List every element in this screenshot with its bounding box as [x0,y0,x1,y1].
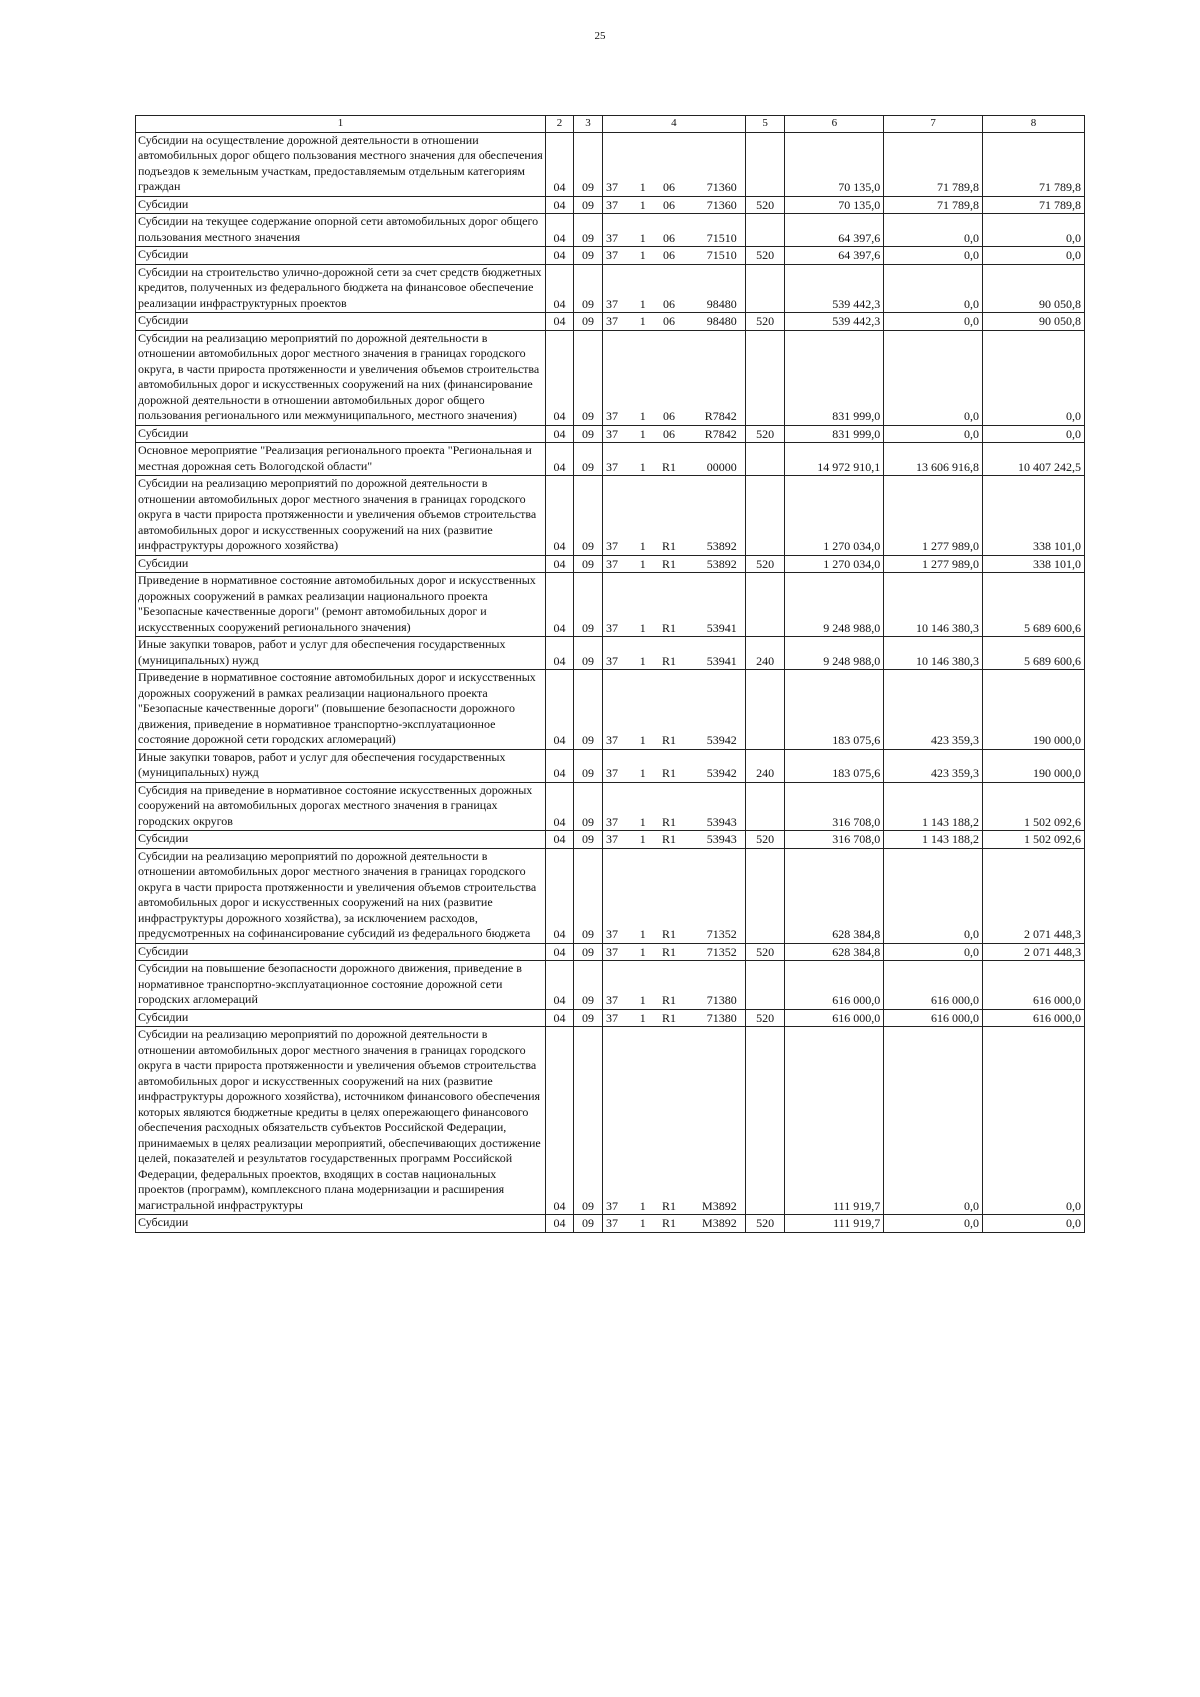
amount-col8: 2 071 448,3 [982,848,1084,943]
expense-type-code [745,330,785,425]
amount-col6: 111 919,7 [785,1027,884,1215]
program-code: 37 [602,132,633,196]
row-name: Субсидии на реализацию мероприятий по дорожной деятельности в отношении автомобильных дорог местного значения в границах городского округа в части прироста протяженности и увеличения объемов строительства автомобильных дорог и искусственных сооружений на них (развитие инфраструктуры дорожного хозяйства), источником финансового обеспечения которых являются бюджетные кредиты в целях опережающего финансового обеспечения расходных обязательств субъектов Российской Федерации, принимаемых в целях реализации мероприятий, обеспечивающих достижение целей, показателей и результатов государственных программ Российской Федерации, федеральных проектов, входящих в состав национальных проектов (программ), комплексного плана модернизации и расширения магистральной инфраструктуры [136,1027,546,1215]
row-name: Основное мероприятие "Реализация регионального проекта "Региональная и местная дорожная сеть Вологодской области" [136,443,546,476]
row-name: Приведение в нормативное состояние автомобильных дорог и искусственных дорожных сооружений в рамках реализации национального проекта "Безопасные качественные дороги" (ремонт автомобильных дорог и искусственных сооружений регионального значения) [136,573,546,637]
row-name: Субсидии на реализацию мероприятий по дорожной деятельности в отношении автомобильных дорог местного значения в границах городского округа в части прироста протяженности и увеличения объемов строительства автомобильных дорог и искусственных сооружений на них (развитие инфраструктуры дорожного хозяйства), за исключением расходов, предусмотренных на софинансирование субсидий из федерального бюджета [136,848,546,943]
direction-code: M3892 [686,1027,745,1215]
amount-col7: 423 359,3 [884,749,983,782]
table-row [136,1009,1085,1027]
table-row [136,1215,1085,1233]
subprogram-code: 1 [634,573,652,637]
amount-col7: 10 146 380,3 [884,637,983,670]
table-row [136,943,1085,961]
subsection-code: 09 [573,196,602,214]
amount-col8: 0,0 [982,1027,1084,1215]
subprogram-code: 1 [634,247,652,265]
subprogram-code: 1 [634,749,652,782]
table-row [136,1027,1085,1215]
section-code: 04 [546,1215,574,1233]
amount-col8: 0,0 [982,214,1084,247]
subsection-code: 09 [573,637,602,670]
event-code: 06 [652,196,686,214]
program-code: 37 [602,425,633,443]
event-code: 06 [652,425,686,443]
amount-col8: 1 502 092,6 [982,831,1084,849]
expense-type-code: 520 [745,555,785,573]
event-code: 06 [652,330,686,425]
header-cell-1: 1 [136,116,546,133]
subprogram-code: 1 [634,330,652,425]
amount-col8: 0,0 [982,247,1084,265]
subsection-code: 09 [573,943,602,961]
direction-code: 53941 [686,637,745,670]
row-name: Субсидии [136,425,546,443]
table-row [136,196,1085,214]
program-code: 37 [602,1027,633,1215]
row-name: Субсидии [136,943,546,961]
section-code: 04 [546,637,574,670]
header-cell-8: 8 [982,116,1084,133]
header-cell-3: 3 [573,116,602,133]
expense-type-code [745,132,785,196]
event-code: R1 [652,670,686,750]
expense-type-code [745,782,785,831]
table-row [136,670,1085,750]
table-row [136,573,1085,637]
table-row [136,848,1085,943]
row-name: Иные закупки товаров, работ и услуг для обеспечения государственных (муниципальных) нужд [136,749,546,782]
row-name: Субсидии на строительство улично-дорожной сети за счет средств бюджетных кредитов, полученных из федерального бюджета на финансовое обеспечение реализации инфраструктурных проектов [136,264,546,313]
expense-type-code: 240 [745,637,785,670]
subsection-code: 09 [573,1027,602,1215]
subsection-code: 09 [573,749,602,782]
row-name: Иные закупки товаров, работ и услуг для обеспечения государственных (муниципальных) нужд [136,637,546,670]
section-code: 04 [546,782,574,831]
direction-code: 53892 [686,555,745,573]
section-code: 04 [546,749,574,782]
program-code: 37 [602,264,633,313]
event-code: 06 [652,313,686,331]
expense-type-code: 520 [745,943,785,961]
amount-col8: 10 407 242,5 [982,443,1084,476]
expense-type-code: 520 [745,196,785,214]
amount-col6: 111 919,7 [785,1215,884,1233]
amount-col8: 1 502 092,6 [982,782,1084,831]
direction-code: 71380 [686,1009,745,1027]
event-code: 06 [652,247,686,265]
section-code: 04 [546,943,574,961]
program-code: 37 [602,848,633,943]
expense-type-code [745,264,785,313]
program-code: 37 [602,961,633,1010]
subprogram-code: 1 [634,196,652,214]
section-code: 04 [546,848,574,943]
row-name: Субсидии на осуществление дорожной деятельности в отношении автомобильных дорог общего пользования местного значения для обеспечения подъездов к земельным участкам, предоставляемым отдельным категориям граждан [136,132,546,196]
amount-col7: 616 000,0 [884,961,983,1010]
row-name: Субсидии [136,1009,546,1027]
direction-code: 98480 [686,313,745,331]
amount-col7: 0,0 [884,264,983,313]
expense-type-code [745,961,785,1010]
program-code: 37 [602,555,633,573]
section-code: 04 [546,214,574,247]
subprogram-code: 1 [634,425,652,443]
amount-col8: 71 789,8 [982,196,1084,214]
amount-col6: 64 397,6 [785,214,884,247]
amount-col6: 316 708,0 [785,831,884,849]
subsection-code: 09 [573,1215,602,1233]
subsection-code: 09 [573,214,602,247]
amount-col6: 316 708,0 [785,782,884,831]
table-row [136,313,1085,331]
event-code: R1 [652,443,686,476]
subsection-code: 09 [573,555,602,573]
subsection-code: 09 [573,961,602,1010]
amount-col8: 338 101,0 [982,476,1084,556]
direction-code: 53942 [686,749,745,782]
subprogram-code: 1 [634,848,652,943]
expense-type-code: 520 [745,1215,785,1233]
row-name: Субсидии на текущее содержание опорной сети автомобильных дорог общего пользования местного значения [136,214,546,247]
amount-col7: 0,0 [884,330,983,425]
expense-type-code [745,476,785,556]
table-row [136,425,1085,443]
subprogram-code: 1 [634,1009,652,1027]
subsection-code: 09 [573,848,602,943]
event-code: R1 [652,831,686,849]
subprogram-code: 1 [634,1215,652,1233]
expense-type-code [745,443,785,476]
amount-col6: 9 248 988,0 [785,637,884,670]
expense-type-code: 520 [745,313,785,331]
subprogram-code: 1 [634,132,652,196]
subprogram-code: 1 [634,943,652,961]
direction-code: 71510 [686,214,745,247]
amount-col6: 616 000,0 [785,961,884,1010]
direction-code: 53942 [686,670,745,750]
amount-col7: 616 000,0 [884,1009,983,1027]
event-code: 06 [652,214,686,247]
amount-col7: 0,0 [884,1215,983,1233]
section-code: 04 [546,555,574,573]
table-row [136,132,1085,196]
section-code: 04 [546,313,574,331]
amount-col7: 0,0 [884,425,983,443]
subprogram-code: 1 [634,1027,652,1215]
section-code: 04 [546,573,574,637]
event-code: 06 [652,132,686,196]
amount-col8: 338 101,0 [982,555,1084,573]
page-number: 25 [594,30,606,42]
event-code: R1 [652,573,686,637]
expense-type-code [745,573,785,637]
program-code: 37 [602,831,633,849]
section-code: 04 [546,831,574,849]
amount-col7: 10 146 380,3 [884,573,983,637]
amount-col6: 70 135,0 [785,196,884,214]
row-name: Субсидия на приведение в нормативное состояние искусственных дорожных сооружений на автомобильных дорогах местного значения в границах городских округов [136,782,546,831]
amount-col6: 70 135,0 [785,132,884,196]
amount-col8: 0,0 [982,425,1084,443]
program-code: 37 [602,749,633,782]
amount-col6: 64 397,6 [785,247,884,265]
header-cell-5: 5 [745,116,785,133]
table-row [136,961,1085,1010]
table-row [136,247,1085,265]
amount-col8: 5 689 600,6 [982,637,1084,670]
program-code: 37 [602,637,633,670]
header-cell-6: 6 [785,116,884,133]
table-row [136,782,1085,831]
subprogram-code: 1 [634,555,652,573]
amount-col7: 0,0 [884,313,983,331]
subsection-code: 09 [573,264,602,313]
amount-col8: 616 000,0 [982,1009,1084,1027]
budget-table [135,115,1085,1233]
subprogram-code: 1 [634,670,652,750]
program-code: 37 [602,1215,633,1233]
amount-col7: 423 359,3 [884,670,983,750]
direction-code: R7842 [686,425,745,443]
row-name: Субсидии на повышение безопасности дорожного движения, приведение в нормативное транспортно-эксплуатационное состояние дорожной сети городских агломераций [136,961,546,1010]
table-row [136,637,1085,670]
amount-col7: 1 143 188,2 [884,782,983,831]
program-code: 37 [602,247,633,265]
direction-code: 71352 [686,848,745,943]
section-code: 04 [546,425,574,443]
event-code: R1 [652,1009,686,1027]
expense-type-code [745,214,785,247]
direction-code: 53943 [686,782,745,831]
header-cell-2: 2 [546,116,574,133]
event-code: R1 [652,476,686,556]
event-code: R1 [652,782,686,831]
amount-col6: 539 442,3 [785,264,884,313]
event-code: R1 [652,1027,686,1215]
subsection-code: 09 [573,476,602,556]
amount-col6: 9 248 988,0 [785,573,884,637]
amount-col6: 831 999,0 [785,425,884,443]
event-code: 06 [652,264,686,313]
direction-code: 71510 [686,247,745,265]
direction-code: 71360 [686,132,745,196]
amount-col8: 0,0 [982,330,1084,425]
subprogram-code: 1 [634,782,652,831]
amount-col7: 0,0 [884,247,983,265]
section-code: 04 [546,132,574,196]
row-name: Субсидии [136,196,546,214]
amount-col7: 0,0 [884,943,983,961]
table-row [136,330,1085,425]
event-code: R1 [652,555,686,573]
event-code: R1 [652,943,686,961]
amount-col7: 1 143 188,2 [884,831,983,849]
subsection-code: 09 [573,247,602,265]
amount-col6: 1 270 034,0 [785,476,884,556]
subsection-code: 09 [573,831,602,849]
subprogram-code: 1 [634,214,652,247]
program-code: 37 [602,573,633,637]
row-name: Субсидии на реализацию мероприятий по дорожной деятельности в отношении автомобильных дорог местного значения в границах городского округа в части прироста протяженности и увеличения объемов строительства автомобильных дорог и искусственных сооружений на них (развитие инфраструктуры дорожного хозяйства) [136,476,546,556]
program-code: 37 [602,196,633,214]
expense-type-code [745,848,785,943]
program-code: 37 [602,782,633,831]
amount-col6: 14 972 910,1 [785,443,884,476]
amount-col8: 616 000,0 [982,961,1084,1010]
subprogram-code: 1 [634,313,652,331]
amount-col6: 628 384,8 [785,943,884,961]
amount-col6: 616 000,0 [785,1009,884,1027]
amount-col7: 1 277 989,0 [884,555,983,573]
subsection-code: 09 [573,443,602,476]
amount-col8: 0,0 [982,1215,1084,1233]
amount-col8: 90 050,8 [982,313,1084,331]
program-code: 37 [602,943,633,961]
header-cell-4: 4 [602,116,745,133]
amount-col6: 183 075,6 [785,670,884,750]
row-name: Субсидии на реализацию мероприятий по дорожной деятельности в отношении автомобильных дорог местного значения в границах городского округа, в части прироста протяженности и увеличения объемов строительства автомобильных дорог и искусственных сооружений на них (финансирование дорожной деятельности в отношении автомобильных дорог общего пользования регионального или межмуниципального, местного значения) [136,330,546,425]
table-row [136,264,1085,313]
program-code: 37 [602,313,633,331]
table-row [136,443,1085,476]
table-row [136,831,1085,849]
table-row [136,555,1085,573]
expense-type-code: 240 [745,749,785,782]
subprogram-code: 1 [634,961,652,1010]
event-code: R1 [652,749,686,782]
program-code: 37 [602,1009,633,1027]
subprogram-code: 1 [634,637,652,670]
subprogram-code: 1 [634,443,652,476]
amount-col7: 0,0 [884,214,983,247]
expense-type-code: 520 [745,831,785,849]
direction-code: 98480 [686,264,745,313]
row-name: Субсидии [136,831,546,849]
amount-col8: 190 000,0 [982,749,1084,782]
expense-type-code: 520 [745,425,785,443]
program-code: 37 [602,330,633,425]
expense-type-code: 520 [745,247,785,265]
direction-code: 00000 [686,443,745,476]
section-code: 04 [546,670,574,750]
subsection-code: 09 [573,670,602,750]
subprogram-code: 1 [634,476,652,556]
row-name: Субсидии [136,313,546,331]
direction-code: R7842 [686,330,745,425]
section-code: 04 [546,330,574,425]
table-row [136,476,1085,556]
header-cell-7: 7 [884,116,983,133]
table-row [136,214,1085,247]
amount-col7: 0,0 [884,1027,983,1215]
direction-code: 71380 [686,961,745,1010]
amount-col8: 5 689 600,6 [982,573,1084,637]
amount-col7: 71 789,8 [884,196,983,214]
amount-col7: 13 606 916,8 [884,443,983,476]
section-code: 04 [546,443,574,476]
program-code: 37 [602,476,633,556]
amount-col6: 1 270 034,0 [785,555,884,573]
row-name: Субсидии [136,1215,546,1233]
direction-code: 71360 [686,196,745,214]
amount-col6: 628 384,8 [785,848,884,943]
subsection-code: 09 [573,425,602,443]
row-name: Субсидии [136,247,546,265]
amount-col7: 1 277 989,0 [884,476,983,556]
program-code: 37 [602,443,633,476]
direction-code: 71352 [686,943,745,961]
subsection-code: 09 [573,132,602,196]
amount-col6: 183 075,6 [785,749,884,782]
section-code: 04 [546,196,574,214]
section-code: 04 [546,961,574,1010]
section-code: 04 [546,476,574,556]
event-code: R1 [652,848,686,943]
amount-col8: 71 789,8 [982,132,1084,196]
section-code: 04 [546,247,574,265]
row-name: Субсидии [136,555,546,573]
amount-col8: 2 071 448,3 [982,943,1084,961]
event-code: R1 [652,1215,686,1233]
program-code: 37 [602,214,633,247]
expense-type-code [745,670,785,750]
subsection-code: 09 [573,313,602,331]
event-code: R1 [652,637,686,670]
amount-col8: 190 000,0 [982,670,1084,750]
direction-code: 53892 [686,476,745,556]
subprogram-code: 1 [634,264,652,313]
expense-type-code: 520 [745,1009,785,1027]
amount-col7: 0,0 [884,848,983,943]
subsection-code: 09 [573,1009,602,1027]
subsection-code: 09 [573,330,602,425]
subsection-code: 09 [573,573,602,637]
row-name: Приведение в нормативное состояние автомобильных дорог и искусственных дорожных сооружений в рамках реализации национального проекта "Безопасные качественные дороги" (повышение безопасности дорожного движения, приведение в нормативное транспортно-эксплуатационное состояние дорожной сети городских агломераций) [136,670,546,750]
section-code: 04 [546,1009,574,1027]
header-row [136,116,1085,133]
amount-col6: 831 999,0 [785,330,884,425]
section-code: 04 [546,1027,574,1215]
amount-col6: 539 442,3 [785,313,884,331]
expense-type-code [745,1027,785,1215]
section-code: 04 [546,264,574,313]
subsection-code: 09 [573,782,602,831]
direction-code: 53941 [686,573,745,637]
program-code: 37 [602,670,633,750]
table-row [136,749,1085,782]
direction-code: M3892 [686,1215,745,1233]
amount-col8: 90 050,8 [982,264,1084,313]
amount-col7: 71 789,8 [884,132,983,196]
direction-code: 53943 [686,831,745,849]
event-code: R1 [652,961,686,1010]
subprogram-code: 1 [634,831,652,849]
